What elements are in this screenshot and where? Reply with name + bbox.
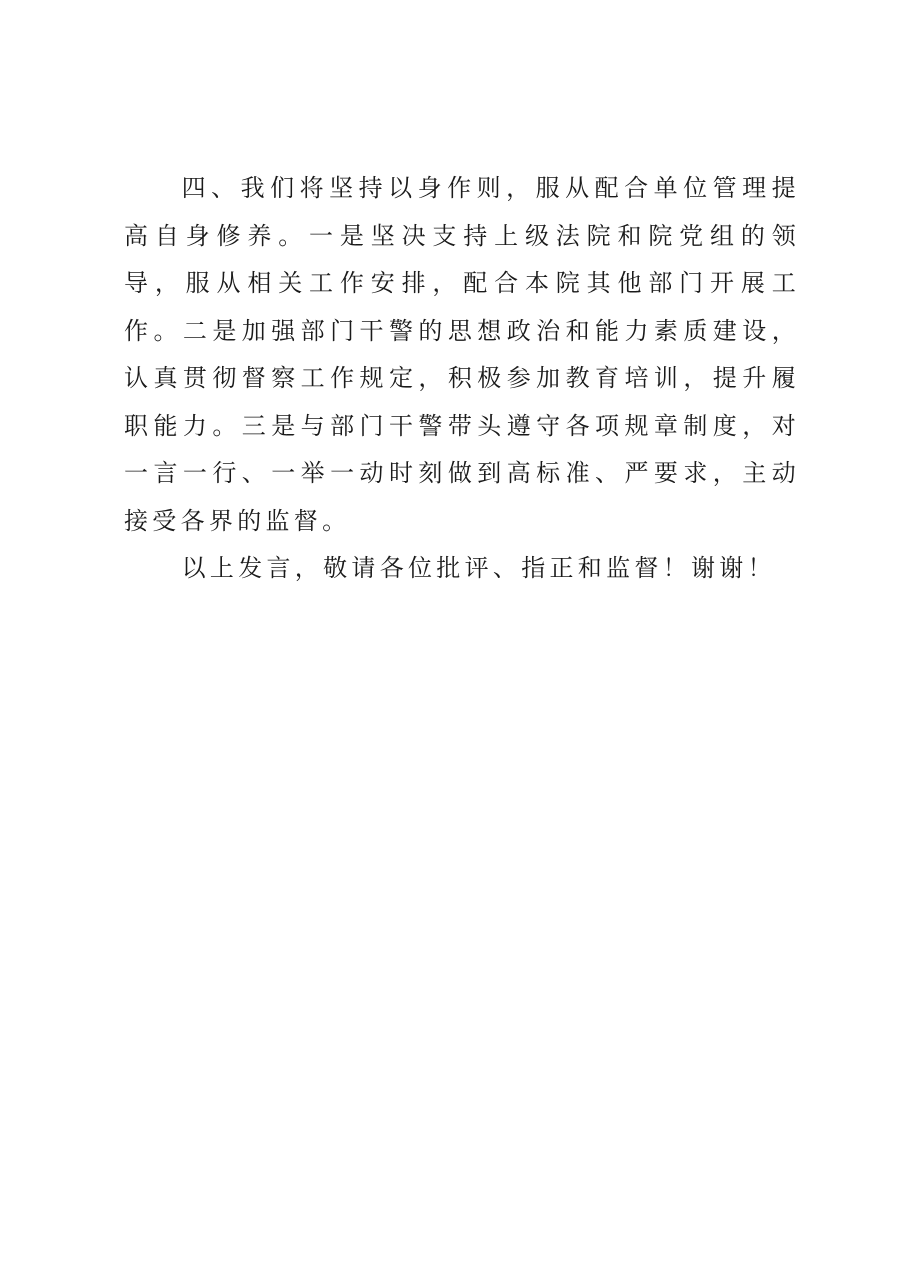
paragraph-commitment-four: 四、我们将坚持以身作则，服从配合单位管理提高自身修养。一是坚决支持上级法院和院党组的领导，服从相关工作安排，配合本院其他部门开展工作。二是加强部门干警的思想政治和能力素质建设，认真贯彻督察工作规定，积极参加教育培训，提升履职能力。三是与部门干警带头遵守各项规章制度，对一言一行、一举一动时刻做到高标准、严要求，主动接受各界的监督。 [124, 174, 800, 535]
paragraph-closing-remarks: 以上发言，敬请各位批评、指正和监督！谢谢！ [181, 554, 776, 582]
document-body [124, 165, 800, 593]
